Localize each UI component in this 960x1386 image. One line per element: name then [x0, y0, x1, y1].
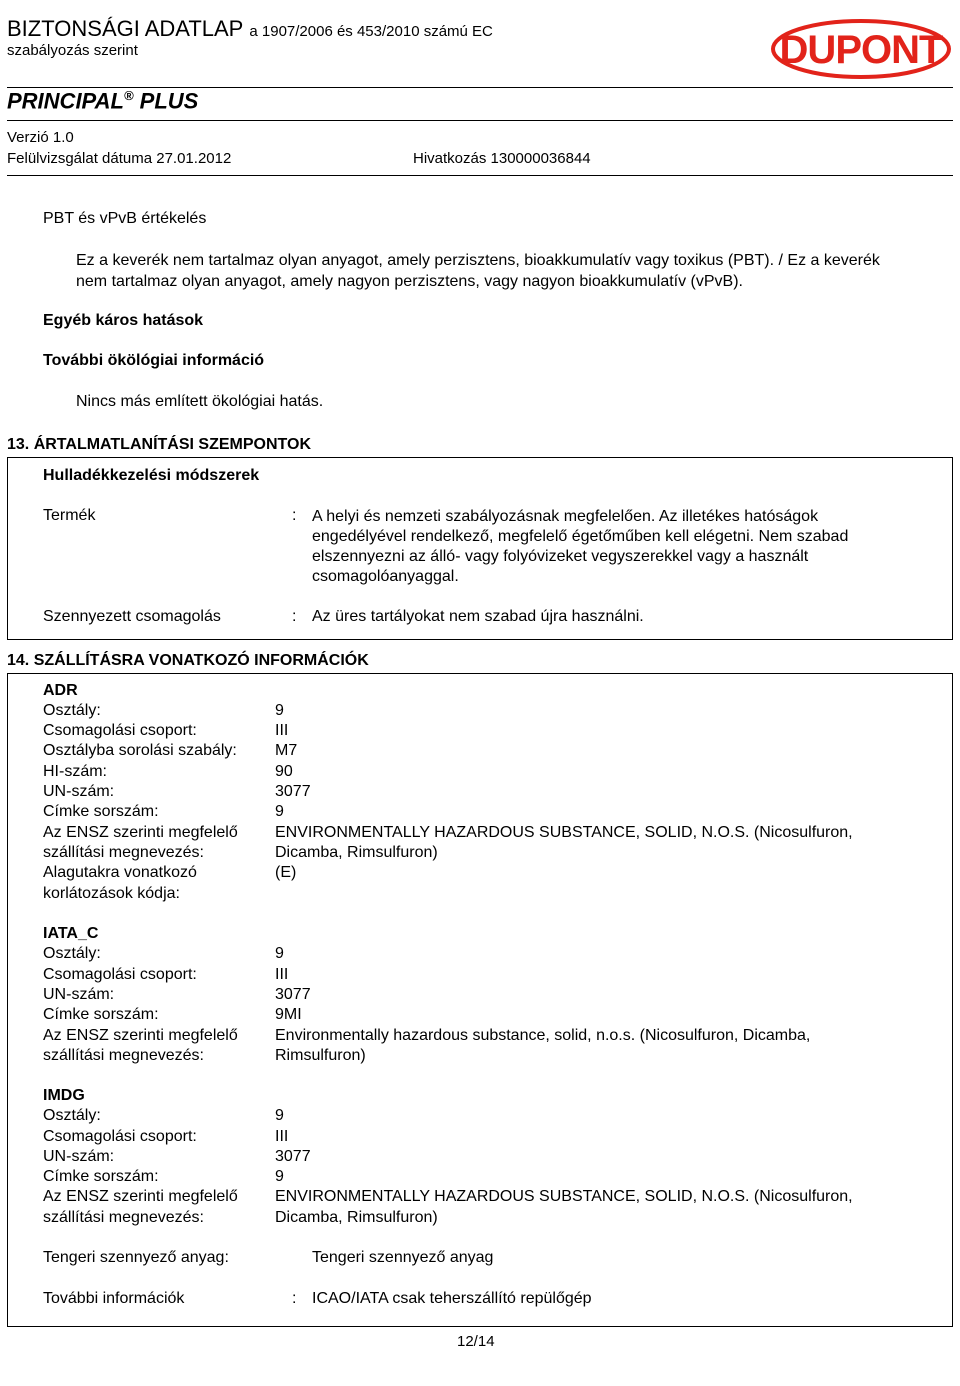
- imdg-heading: IMDG: [43, 1087, 85, 1104]
- product-colon: :: [292, 507, 297, 524]
- section-14-right-border: [952, 673, 953, 1326]
- adr-name-label-2: szállítási megnevezés:: [43, 844, 204, 861]
- packaging-text: Az üres tartályokat nem szabad újra használni.: [312, 608, 644, 625]
- iata-un-label: UN-szám:: [43, 986, 115, 1003]
- section-13-right-border: [952, 457, 953, 639]
- iata-name-label-2: szállítási megnevezés:: [43, 1047, 204, 1064]
- adr-pg-value: III: [275, 722, 289, 739]
- section-13-title: 13. ÁRTALMATLANÍTÁSI SZEMPONTOK: [7, 436, 311, 453]
- footer-divider: [7, 1326, 953, 1327]
- adr-hi-value: 90: [275, 763, 293, 780]
- iata-heading: IATA_C: [43, 925, 99, 942]
- pbt-heading: PBT és vPvB értékelés: [43, 210, 207, 227]
- adr-class-label: Osztály:: [43, 702, 101, 719]
- imdg-pg-value: III: [275, 1128, 289, 1145]
- imdg-name-value-2: Dicamba, Rimsulfuron): [275, 1209, 438, 1226]
- imdg-label-value: 9: [275, 1168, 284, 1185]
- iata-name-value-1: Environmentally hazardous substance, solid, n.o.s. (Nicosulfuron, Dicamba,: [275, 1027, 811, 1044]
- other-effects-heading: Egyéb káros hatások: [43, 312, 204, 329]
- imdg-un-value: 3077: [275, 1148, 311, 1165]
- adr-name-value-2: Dicamba, Rimsulfuron): [275, 844, 438, 861]
- imdg-name-label-2: szállítási megnevezés:: [43, 1209, 204, 1226]
- iata-name-label-1: Az ENSZ szerinti megfelelő: [43, 1027, 238, 1044]
- svg-text:DUPONT: DUPONT: [779, 28, 943, 72]
- marine-pollutant-label: Tengeri szennyező anyag:: [43, 1249, 229, 1266]
- eco-heading: További ökölógiai információ: [43, 352, 265, 369]
- iata-class-label: Osztály:: [43, 945, 101, 962]
- adr-tunnel-label-2: korlátozások kódja:: [43, 885, 180, 902]
- document-title: [7, 16, 493, 42]
- packaging-colon: :: [292, 608, 297, 625]
- adr-pg-label: Csomagolási csoport:: [43, 722, 197, 739]
- packaging-label: Szennyezett csomagolás: [43, 608, 221, 625]
- product-name: PRINCIPAL® PLUS: [7, 88, 199, 114]
- imdg-name-label-1: Az ENSZ szerinti megfelelő: [43, 1188, 238, 1205]
- iata-un-value: 3077: [275, 986, 311, 1003]
- adr-hi-label: HI-szám:: [43, 763, 107, 780]
- dupont-logo: [770, 18, 952, 80]
- section-14-divider: [7, 673, 953, 674]
- adr-name-label-1: Az ENSZ szerinti megfelelő: [43, 824, 238, 841]
- further-info-value: ICAO/IATA csak teherszállító repülőgép: [312, 1290, 592, 1307]
- iata-label-value: 9MI: [275, 1006, 302, 1023]
- adr-label-label: Címke sorszám:: [43, 803, 159, 820]
- product-disposal-text: A helyi és nemzeti szabályozásnak megfelelően. Az illetékes hatóságok engedélyével rendelkező, megfelelő égetőműben kell elégetni. Nem szabad elszennyezni az álló- vagy folyóvizeket vegyszerekkel vagy a használt csomagolóanyaggal.: [312, 508, 849, 585]
- imdg-pg-label: Csomagolási csoport:: [43, 1128, 197, 1145]
- revision-date: Felülvizsgálat dátuma 27.01.2012: [7, 150, 232, 167]
- iata-label-label: Címke sorszám:: [43, 1006, 159, 1023]
- imdg-label-label: Címke sorszám:: [43, 1168, 159, 1185]
- reference-number: Hivatkozás 130000036844: [413, 150, 591, 167]
- adr-name-value-1: ENVIRONMENTALLY HAZARDOUS SUBSTANCE, SOLID, N.O.S. (Nicosulfuron,: [275, 824, 853, 841]
- pbt-text: Ez a keverék nem tartalmaz olyan anyagot, amely perzisztens, bioakkumulatív vagy toxikus (PBT). / Ez a keverék nem tartalmaz olyan anyagot, amely nagyon perzisztens, vagy nagyon bioakkumulatív (vPvB).: [76, 252, 880, 290]
- further-info-colon: :: [292, 1290, 297, 1307]
- title-main: BIZTONSÁGI ADATLAP: [7, 16, 244, 41]
- adr-label-value: 9: [275, 803, 284, 820]
- adr-code-label: Osztályba sorolási szabály:: [43, 742, 237, 759]
- header-divider-bottom: [7, 175, 953, 176]
- section-14-divider-top: [7, 639, 953, 640]
- imdg-class-value: 9: [275, 1107, 284, 1124]
- further-info-label: További információk: [43, 1290, 185, 1307]
- adr-heading: ADR: [43, 682, 78, 699]
- title-regulation-cont: szabályozás szerint: [7, 42, 138, 59]
- adr-un-label: UN-szám:: [43, 783, 115, 800]
- eco-text: Nincs más említett ökológiai hatás.: [76, 393, 324, 410]
- title-regulation: a 1907/2006 és 453/2010 számú EC: [249, 23, 493, 40]
- marine-pollutant-value: Tengeri szennyező anyag: [312, 1249, 494, 1266]
- header-divider-mid: [7, 120, 953, 121]
- adr-class-value: 9: [275, 702, 284, 719]
- section-13-divider: [7, 457, 953, 458]
- imdg-name-value-1: ENVIRONMENTALLY HAZARDOUS SUBSTANCE, SOLID, N.O.S. (Nicosulfuron,: [275, 1188, 853, 1205]
- adr-code-value: M7: [275, 742, 298, 759]
- iata-pg-label: Csomagolási csoport:: [43, 966, 197, 983]
- adr-tunnel-label-1: Alagutakra vonatkozó: [43, 864, 197, 881]
- iata-pg-value: III: [275, 966, 289, 983]
- imdg-un-label: UN-szám:: [43, 1148, 115, 1165]
- adr-tunnel-value: (E): [275, 864, 297, 881]
- version: Verzió 1.0: [7, 129, 74, 146]
- section-14-title: 14. SZÁLLÍTÁSRA VONATKOZÓ INFORMÁCIÓK: [7, 652, 369, 669]
- adr-un-value: 3077: [275, 783, 311, 800]
- section-13-left-border: [7, 457, 8, 639]
- waste-methods-heading: Hulladékkezelési módszerek: [43, 467, 260, 484]
- iata-class-value: 9: [275, 945, 284, 962]
- iata-name-value-2: Rimsulfuron): [275, 1047, 366, 1064]
- page-number: 12/14: [457, 1333, 495, 1350]
- imdg-class-label: Osztály:: [43, 1107, 101, 1124]
- product-label: Termék: [43, 507, 96, 524]
- section-14-left-border: [7, 673, 8, 1326]
